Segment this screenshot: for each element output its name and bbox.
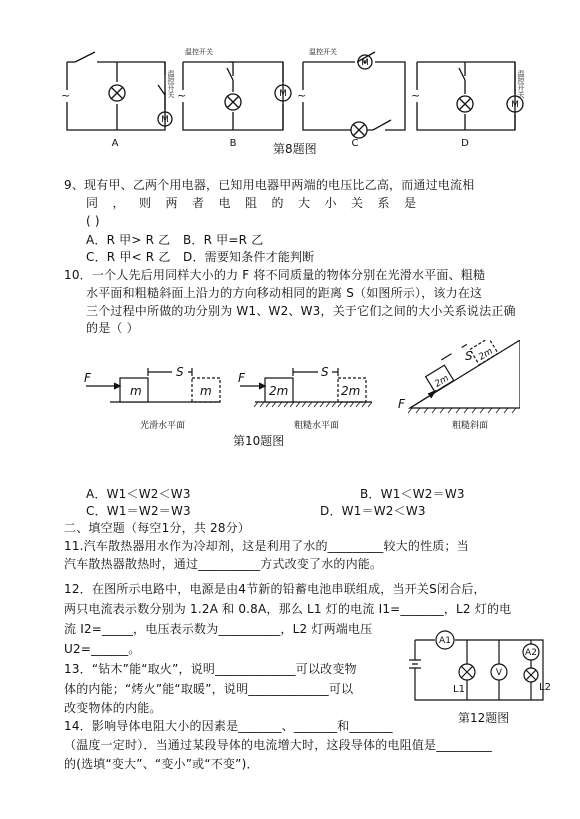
circuit-d	[417, 62, 523, 130]
voltmeter-label: V	[495, 668, 503, 678]
temp-switch-label-a: 温控开关	[167, 70, 175, 98]
q12-line4: U2=______。	[64, 642, 141, 656]
q12-line2: 两只电流表示数分别为 1.2A 和 0.8A，那么 L1 灯的电流 I1=_______，L2 灯的电	[64, 602, 512, 616]
mass-label-1: m	[130, 384, 142, 398]
q11-line1: 11.汽车散热器用水作为冷却剂，这是利用了水的_________较大的性质；当	[64, 539, 469, 553]
q10-option-b: B．W1＜W2＝W3	[360, 487, 465, 501]
q14-line1: 14．影响导体电阻大小的因素是_______、_______和_______	[64, 719, 393, 733]
section-title: 二、填空题（每空1分，共 28分）	[64, 521, 251, 535]
temp-switch-label-c: 温控开关	[309, 48, 337, 56]
force-label-2: F	[238, 371, 245, 385]
mass-label-3: 2m	[433, 373, 451, 390]
q10-option-c: C．W1＝W2＝W3	[86, 504, 191, 518]
circuit-label-a: A	[111, 138, 119, 149]
circuit-a	[67, 52, 172, 130]
temp-switch-label-d: 温控开关	[517, 70, 525, 98]
mass-label-2: 2m	[269, 384, 289, 398]
q9-option-a: A．R 甲> R 乙	[86, 233, 171, 247]
q9-option-c: C．R 甲< R 乙	[86, 250, 171, 264]
mass-label-3-end: 2m	[477, 346, 495, 363]
q9-line1: 9、现有甲、乙两个用电器，已知用电器甲两端的电压比乙高，而通过电流相	[64, 178, 475, 192]
fig8-caption: 第8题图	[273, 142, 317, 156]
motor-icon-a: M	[161, 115, 169, 125]
q10-line1: 10．一个人先后用同样大小的力 F 将不同质量的物体分别在光滑水平面、粗糙	[64, 268, 486, 282]
distance-label-2: S	[321, 365, 329, 379]
surface-caption-rough: 粗糙水平面	[294, 421, 340, 430]
surface-caption-smooth: 光滑水平面	[140, 421, 186, 430]
motor-icon-b: M	[279, 89, 287, 99]
circuit-c	[303, 52, 405, 138]
lamp-l1-label: L1	[453, 684, 465, 695]
fig10-caption: 第10题图	[233, 434, 285, 448]
ammeter-a2-label: A2	[525, 648, 537, 658]
circuit-label-d: D	[461, 138, 469, 149]
ammeter-a1-label: A1	[439, 636, 451, 646]
q10-option-d: D．W1＝W2＜W3	[320, 504, 426, 518]
q14-line2: （温度一定时）．当通过某段导体的电流增大时，这段导体的电阻值是_________	[64, 738, 493, 752]
q10-line3: 三个过程中所做的功分别为 W1、W2、W3，关于它们之间的大小关系说法正确	[86, 304, 516, 318]
circuit-b	[183, 62, 291, 130]
q11-line2: 汽车散热器散热时，通过__________方式改变了水的内能。	[64, 557, 383, 571]
distance-label-1: S	[176, 365, 184, 379]
motor-icon-c: M	[361, 58, 369, 68]
q9-option-b: B．R 甲=R 乙	[183, 233, 264, 247]
svg-text:~: ~	[411, 89, 421, 102]
circuit-label-c: C	[351, 138, 359, 149]
q13-line3: 改变物体的内能。	[64, 701, 162, 715]
q10-force-figure	[80, 340, 520, 430]
force-label-3: F	[398, 397, 405, 411]
mass-label-2-end: 2m	[341, 384, 361, 398]
force-label-1: F	[84, 371, 91, 385]
svg-text:~: ~	[61, 89, 71, 102]
surface-caption-incline: 粗糙斜面	[452, 421, 489, 430]
q14-line3: 的(选填“变大”、“变小”或“不变”)．	[64, 757, 259, 771]
q12-line1: 12．在图所示电路中，电源是由4节新的铅蓄电池串联组成，当开关S闭合后，	[64, 582, 486, 596]
q13-line2: 体的内能；“烤火”能“取暖”，说明_____________可以	[64, 682, 354, 696]
distance-label-3: S	[465, 349, 473, 363]
q10-line2: 水平面和粗糙斜面上沿力的方向移动相同的距离 S（如图所示），该力在这	[86, 286, 483, 300]
svg-text:~: ~	[297, 89, 307, 102]
lamp-l2-label: L2	[539, 682, 551, 693]
q12-line3: 流 I2=_____，电压表示数为__________，L2 灯两端电压	[64, 622, 373, 636]
motor-icon-d: M	[511, 100, 519, 110]
q8-circuit-figure	[55, 40, 535, 150]
q13-line1: 13．“钻木”能“取火”，说明_____________可以改变物	[64, 662, 357, 676]
circuit-label-b: B	[229, 138, 237, 149]
mass-label-1-end: m	[200, 384, 212, 398]
svg-text:~: ~	[177, 89, 187, 102]
q9-line2: 同，则两者电阻的大小关系是	[86, 196, 431, 210]
fig12-caption: 第12题图	[458, 711, 510, 725]
temp-switch-label-b: 温控开关	[185, 48, 213, 56]
q12-circuit-figure	[405, 628, 555, 708]
q10-option-a: A．W1＜W2＜W3	[86, 487, 191, 501]
q9-option-d: D．需要知条件才能判断	[183, 250, 315, 264]
q9-answer-paren: ( )	[86, 214, 100, 228]
q10-line4: 的是（ ）	[86, 321, 139, 335]
